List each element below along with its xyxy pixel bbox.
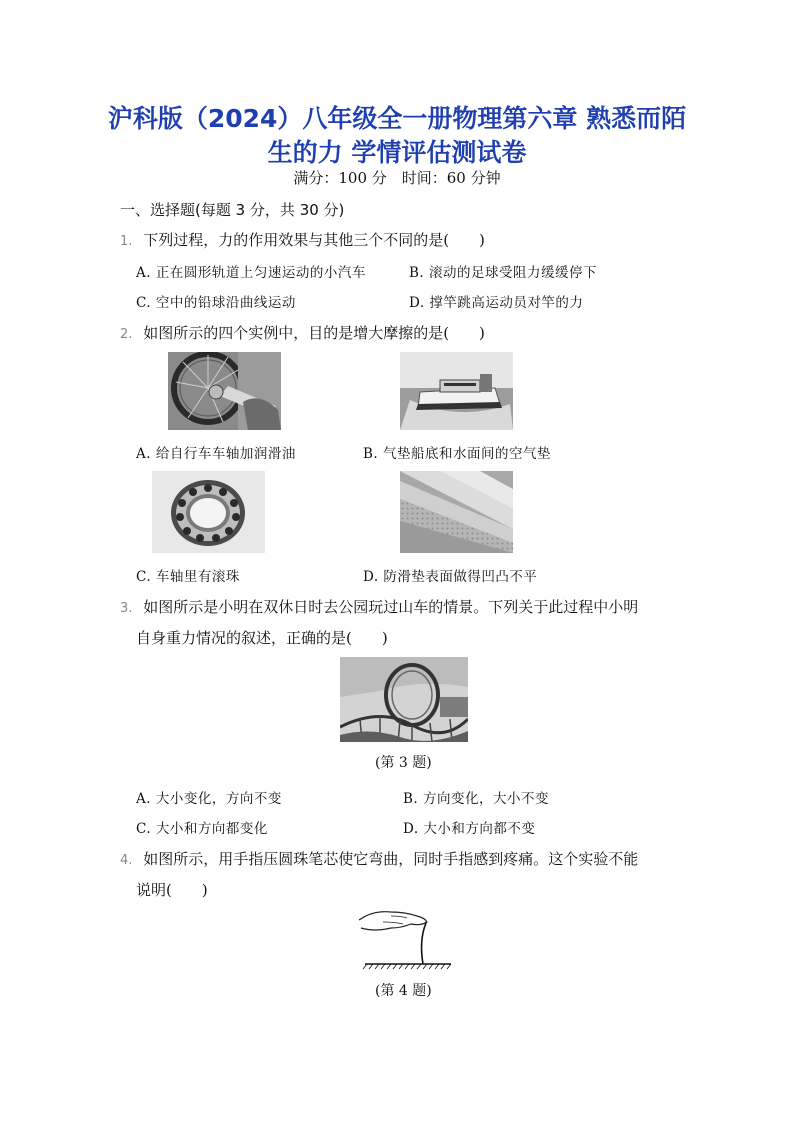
question-number: 1. [120, 234, 133, 249]
q1-option-c: C. 空中的铅球沿曲线运动 [136, 295, 296, 311]
q1-option-b: B. 滚动的足球受阻力缓缓停下 [409, 265, 598, 281]
q3-option-b: B. 方向变化，大小不变 [403, 791, 550, 807]
figure-caption-q4: (第 4 题) [375, 983, 432, 999]
q2-option-d: D. 防滑垫表面做得凹凸不平 [363, 569, 538, 585]
question-1 [120, 229, 485, 250]
q1-option-a: A. 正在圆形轨道上匀速运动的小汽车 [136, 265, 366, 281]
section-heading: 一、选择题(每题 3 分，共 30 分) [120, 201, 345, 219]
exam-info: 满分：100 分 时间：60 分钟 [293, 169, 501, 187]
question-number: 3. [120, 601, 133, 616]
question-stem: 下列过程，力的作用效果与其他三个不同的是( ) [143, 231, 485, 249]
question-stem-continued: 自身重力情况的叙述，正确的是( ) [136, 629, 388, 647]
question-4 [120, 848, 638, 869]
q3-option-a: A. 大小变化，方向不变 [136, 791, 282, 807]
q2-option-b: B. 气垫船底和水面间的空气垫 [363, 446, 552, 462]
finger-pen-diagram [355, 902, 455, 970]
q3-option-d: D. 大小和方向都不变 [403, 821, 536, 837]
roller-coaster-photo [340, 657, 468, 742]
question-3 [120, 596, 638, 617]
question-2 [120, 322, 485, 343]
hovercraft-photo [400, 352, 513, 430]
question-stem: 如图所示的四个实例中，目的是增大摩擦的是( ) [143, 324, 485, 342]
page-title-line2: 生的力 学情评估测试卷 [267, 138, 527, 167]
question-number: 2. [120, 327, 133, 342]
page-title-line1: 沪科版（2024）八年级全一册物理第六章 熟悉而陌 [107, 104, 687, 133]
question-stem-continued: 说明( ) [136, 881, 208, 899]
q1-option-d: D. 撑竿跳高运动员对竿的力 [409, 295, 584, 311]
anti-slip-mat-photo [400, 471, 513, 553]
q2-option-c: C. 车轴里有滚珠 [136, 569, 240, 585]
q3-option-c: C. 大小和方向都变化 [136, 821, 268, 837]
figure-caption-q3: (第 3 题) [375, 755, 432, 771]
question-stem: 如图所示是小明在双休日时去公园玩过山车的情景。下列关于此过程中小明 [143, 598, 639, 616]
q2-option-a: A. 给自行车车轴加润滑油 [136, 446, 296, 462]
ball-bearing-photo [152, 471, 265, 553]
bicycle-oiling-photo [168, 352, 281, 430]
question-number: 4. [120, 853, 133, 868]
question-stem: 如图所示，用手指压圆珠笔芯使它弯曲，同时手指感到疼痛。这个实验不能 [143, 850, 639, 868]
